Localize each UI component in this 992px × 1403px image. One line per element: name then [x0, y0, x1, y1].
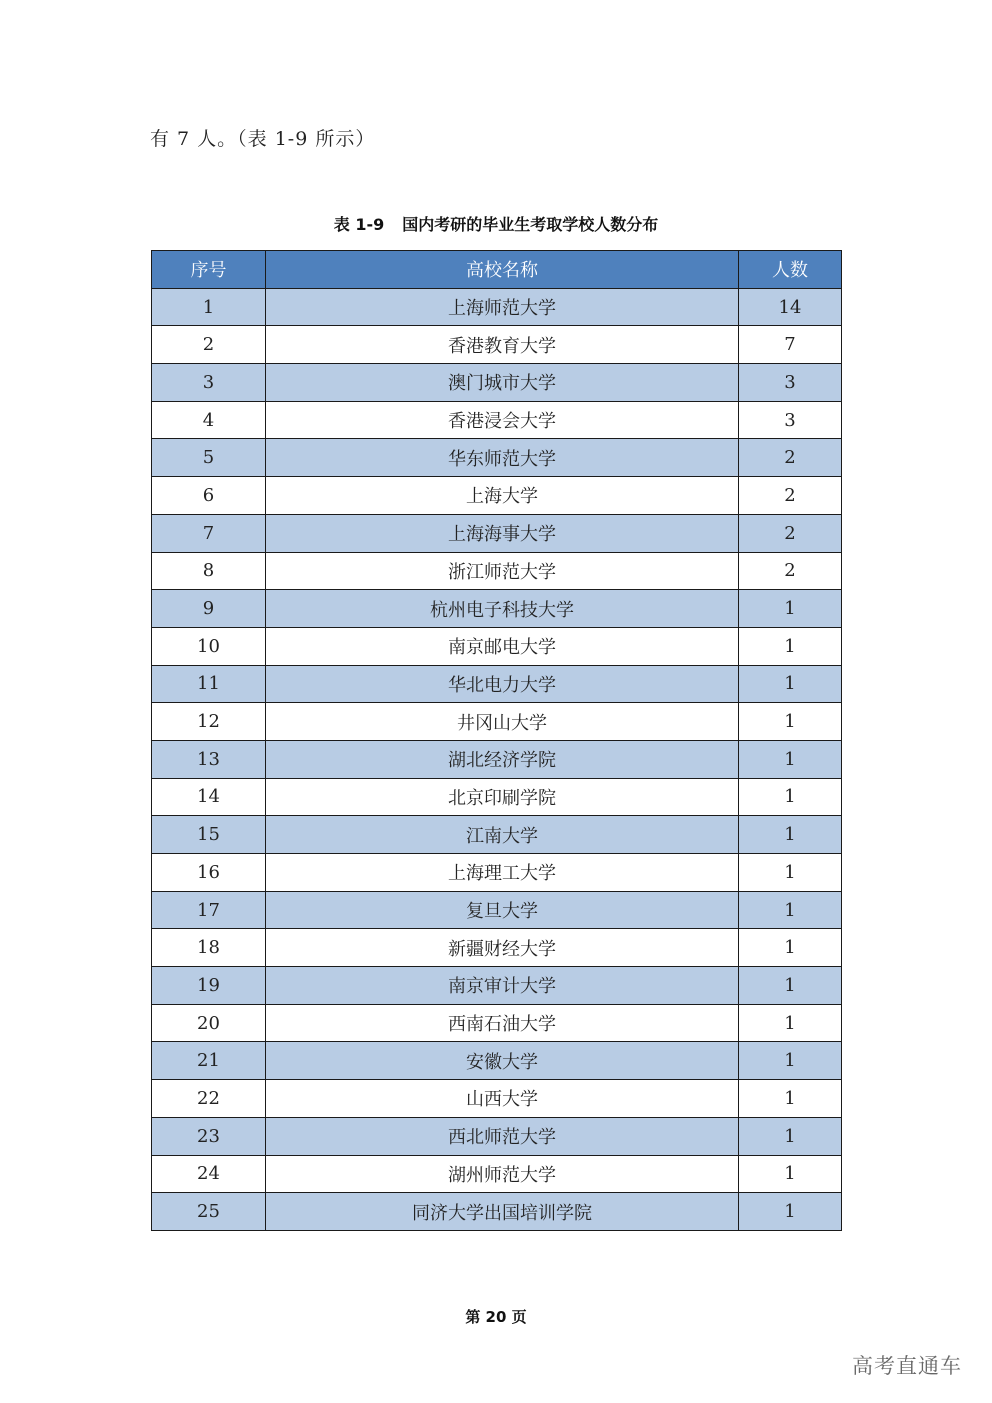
cell-count: 1	[739, 590, 842, 628]
cell-school-name: 山西大学	[266, 1080, 739, 1118]
cell-school-name: 安徽大学	[266, 1042, 739, 1080]
watermark: 高考直通车	[852, 1354, 962, 1378]
cell-index: 19	[152, 967, 266, 1005]
cell-count: 1	[739, 967, 842, 1005]
table-row	[152, 740, 842, 778]
cell-index: 13	[152, 740, 266, 778]
cell-count: 1	[739, 929, 842, 967]
cell-school-name: 江南大学	[266, 816, 739, 854]
cell-count: 2	[739, 514, 842, 552]
table-row	[152, 401, 842, 439]
cell-school-name: 南京邮电大学	[266, 627, 739, 665]
cell-count: 3	[739, 364, 842, 402]
cell-school-name: 北京印刷学院	[266, 778, 739, 816]
cell-school-name: 华东师范大学	[266, 439, 739, 477]
cell-index: 6	[152, 477, 266, 515]
table-row	[152, 364, 842, 402]
table-row	[152, 967, 842, 1005]
cell-index: 11	[152, 665, 266, 703]
table-row	[152, 1004, 842, 1042]
table-row	[152, 778, 842, 816]
table-row	[152, 288, 842, 326]
cell-index: 8	[152, 552, 266, 590]
cell-index: 1	[152, 288, 266, 326]
cell-index: 17	[152, 891, 266, 929]
table-row	[152, 514, 842, 552]
table-row	[152, 1155, 842, 1193]
admissions-table	[151, 250, 842, 1231]
cell-count: 1	[739, 1193, 842, 1231]
table-row	[152, 1117, 842, 1155]
cell-school-name: 新疆财经大学	[266, 929, 739, 967]
cell-count: 1	[739, 1042, 842, 1080]
cell-count: 3	[739, 401, 842, 439]
table-number: 表 1-9	[333, 215, 385, 234]
cell-index: 22	[152, 1080, 266, 1118]
cell-index: 21	[152, 1042, 266, 1080]
header-count: 人数	[739, 251, 842, 289]
cell-count: 2	[739, 477, 842, 515]
table-body	[152, 288, 842, 1230]
cell-school-name: 上海理工大学	[266, 854, 739, 892]
cell-index: 7	[152, 514, 266, 552]
table-row	[152, 854, 842, 892]
cell-count: 1	[739, 1117, 842, 1155]
table-title: 国内考研的毕业生考取学校人数分布	[402, 215, 659, 234]
table-row	[152, 590, 842, 628]
cell-count: 1	[739, 778, 842, 816]
table-row	[152, 816, 842, 854]
table-row	[152, 552, 842, 590]
table-row	[152, 1193, 842, 1231]
cell-index: 3	[152, 364, 266, 402]
cell-school-name: 西南石油大学	[266, 1004, 739, 1042]
cell-school-name: 井冈山大学	[266, 703, 739, 741]
cell-index: 24	[152, 1155, 266, 1193]
table-row	[152, 929, 842, 967]
cell-index: 16	[152, 854, 266, 892]
cell-school-name: 上海大学	[266, 477, 739, 515]
cell-school-name: 上海海事大学	[266, 514, 739, 552]
cell-school-name: 南京审计大学	[266, 967, 739, 1005]
table-row	[152, 477, 842, 515]
cell-school-name: 上海师范大学	[266, 288, 739, 326]
cell-count: 14	[739, 288, 842, 326]
cell-count: 1	[739, 740, 842, 778]
cell-index: 10	[152, 627, 266, 665]
table-row	[152, 703, 842, 741]
table-row	[152, 439, 842, 477]
cell-index: 15	[152, 816, 266, 854]
cell-count: 1	[739, 665, 842, 703]
cell-school-name: 香港教育大学	[266, 326, 739, 364]
cell-index: 25	[152, 1193, 266, 1231]
cell-school-name: 同济大学出国培训学院	[266, 1193, 739, 1231]
cell-school-name: 香港浸会大学	[266, 401, 739, 439]
table-row	[152, 627, 842, 665]
cell-count: 1	[739, 816, 842, 854]
cell-school-name: 湖北经济学院	[266, 740, 739, 778]
table-header-row	[152, 251, 842, 289]
cell-index: 5	[152, 439, 266, 477]
header-school-name: 高校名称	[266, 251, 739, 289]
table-caption	[0, 212, 992, 235]
table-row	[152, 1042, 842, 1080]
cell-school-name: 杭州电子科技大学	[266, 590, 739, 628]
cell-count: 1	[739, 891, 842, 929]
table-row	[152, 891, 842, 929]
cell-school-name: 华北电力大学	[266, 665, 739, 703]
cell-index: 4	[152, 401, 266, 439]
header-index: 序号	[152, 251, 266, 289]
intro-paragraph: 有 7 人。（表 1-9 所示）	[150, 128, 376, 150]
cell-index: 20	[152, 1004, 266, 1042]
table-row	[152, 326, 842, 364]
cell-index: 14	[152, 778, 266, 816]
cell-school-name: 湖州师范大学	[266, 1155, 739, 1193]
cell-index: 9	[152, 590, 266, 628]
table-row	[152, 665, 842, 703]
cell-count: 7	[739, 326, 842, 364]
cell-school-name: 复旦大学	[266, 891, 739, 929]
cell-school-name: 浙江师范大学	[266, 552, 739, 590]
cell-count: 2	[739, 439, 842, 477]
cell-index: 2	[152, 326, 266, 364]
cell-count: 1	[739, 1155, 842, 1193]
cell-count: 1	[739, 627, 842, 665]
cell-school-name: 澳门城市大学	[266, 364, 739, 402]
cell-index: 23	[152, 1117, 266, 1155]
cell-count: 1	[739, 854, 842, 892]
cell-count: 2	[739, 552, 842, 590]
cell-index: 12	[152, 703, 266, 741]
cell-count: 1	[739, 1080, 842, 1118]
cell-index: 18	[152, 929, 266, 967]
cell-count: 1	[739, 703, 842, 741]
page-number: 第 20 页	[465, 1308, 527, 1326]
cell-school-name: 西北师范大学	[266, 1117, 739, 1155]
table-row	[152, 1080, 842, 1118]
cell-count: 1	[739, 1004, 842, 1042]
